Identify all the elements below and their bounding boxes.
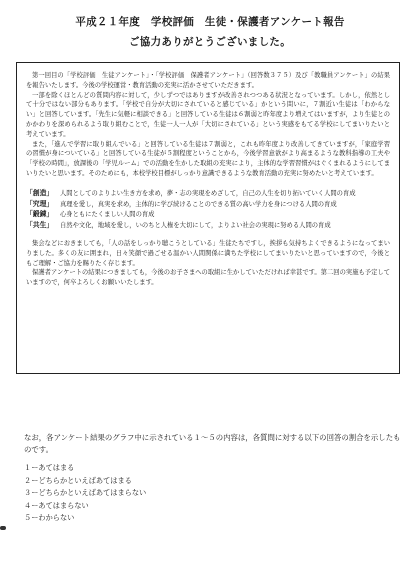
intro-paragraph: 一部を除くほとんどの質問内容に対して，少しずつではありますが改善されつつある状況となっています。しかし，依然として十分ではない部分もあります。「学校で自分が大切にされていると感じている」かという問いに，７割近い生徒は「わからない」と回答しています。「先生に気軽に相談できる」と回答している生徒は６割弱と昨年度より増えてはいますが，より生徒とのかかわりを深められるよう取り組むことで，生徒一人一人が「大切にされている」という実感をもてる学校にしてまいりたいと考えています。	[26, 91, 390, 138]
intro-paragraph: また，「進んで学習に取り組んでいる」と回答している生徒は７割弱と，これも昨年度より改善してきていますが，「家庭学習の習慣が身についている」と回答している生徒が５割程度ということから，今後学習意欲がより高まるような教科指導の工夫や「学校の時間」，放課後の「学児ルーム」での活動を生かした取組の充実により，主体的な学習習慣がはぐくまれるようにしてまいりたいと思います。そのためにも，本校学校目標がしっかり意識できるような教育活動の充実に努めたいと考えています。	[26, 140, 390, 177]
school-goals	[26, 189, 390, 231]
scale-item: １ーあてはまる	[24, 463, 75, 472]
page-subtitle: ご協力ありがとうございました。	[129, 36, 291, 48]
goal-text: 心身ともにたくましい人間の育成	[60, 211, 155, 219]
goal-text: 人間としてのよりよい生き方を求め，夢・志の実現をめざして，自己の人生を切り拓いていく人間の育成	[60, 189, 356, 197]
goal-item	[26, 189, 390, 199]
scan-mark	[0, 526, 6, 530]
closing-paragraph: 集会などにおきましても，「人の話をしっかり聴こうとしている」生徒たちですし，挨拶も気持ちよくできるようになってまいりました。多くの友に囲まれ，日々笑顔で過ごせる温かい人間関係に満ちた学校にしてまいりたいと思っていますので，今後ともご理解・ご協力を賜りたく存じます。	[26, 239, 390, 267]
answer-scale-list	[24, 462, 324, 525]
goal-label: 「創造」	[26, 188, 54, 197]
closing-paragraph: 保護者アンケートの結果につきましても，今後のお子さまへの取組に生かしていただければ幸甚です。第二回の実施も予定していますので，何卒よろしくお願いいたします。	[26, 269, 390, 287]
page-title: 平成２１年度 学校評価 生徒・保護者アンケート報告	[75, 16, 345, 28]
scale-item: ４ーあてはまらない	[24, 500, 89, 510]
report-box	[16, 62, 400, 374]
goal-label: 「共生」	[26, 221, 54, 230]
scale-note: なお，各アンケート結果のグラフ中に示されている１〜５の内容は，各質問に対する以下の回答の割合を示したものです。	[24, 433, 401, 454]
goal-item	[26, 200, 390, 210]
goal-label: 「究理」	[26, 199, 54, 208]
scale-item: ５ーわからない	[24, 513, 75, 522]
goal-text: 真理を愛し，真実を求め，主体的に学び続けることのできる質の高い学力を身につける人間の育成	[60, 200, 337, 208]
goal-item	[26, 221, 390, 231]
intro-paragraph: 第一回目の「学校評価 生徒アンケート」・「学校評価 保護者アンケート」（回答数３７５）及び「教職員アンケート」の結果を報告いたします。今後の学校運営・教育活動の充実に活かさせていただきます。	[26, 72, 390, 89]
scale-item: ３ーどちらかといえばあてはまらない	[24, 488, 147, 497]
goal-label: 「鍛錬」	[26, 210, 54, 219]
goal-item	[26, 210, 390, 220]
report-body	[26, 71, 390, 288]
scale-item: ２ーどちらかといえばあてはまる	[24, 475, 132, 485]
goal-text: 自然や文化，地域を愛し，いのちと人権を大切にして，よりよい社会の実現に努める人間の育成	[60, 222, 331, 230]
